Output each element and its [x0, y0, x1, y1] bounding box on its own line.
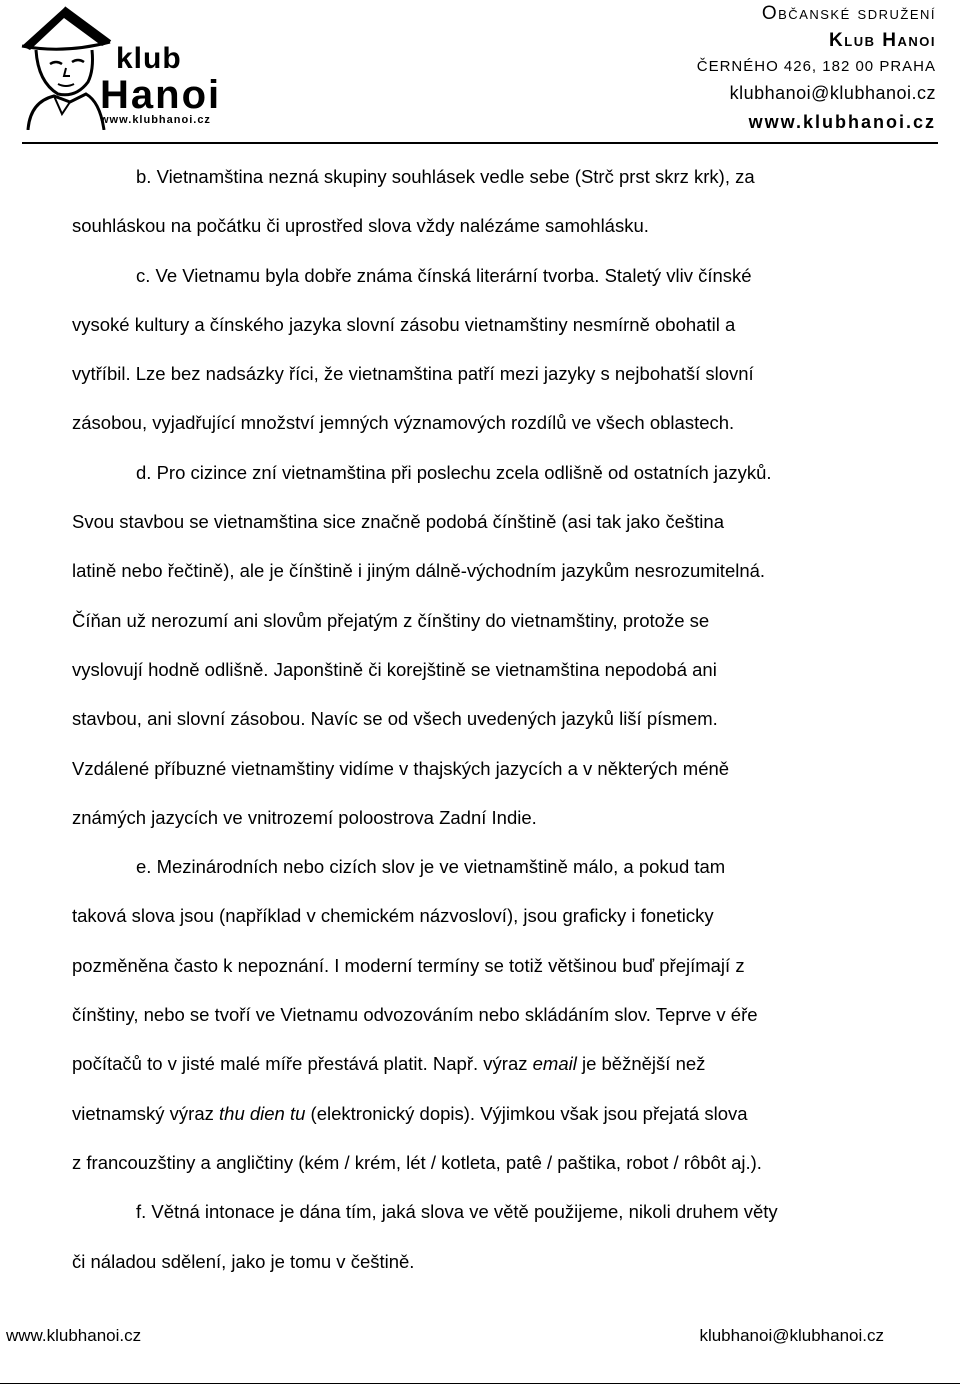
text-line: f. Větná intonace je dána tím, jaká slova ve větě použijeme, nikoli druhem věty: [136, 1201, 778, 1223]
text-line: e. Mezinárodních nebo cizích slov je ve vietnamštině málo, a pokud tam: [136, 856, 726, 878]
text-line: taková slova jsou (například v chemickém názvosloví), jsou graficky i foneticky: [72, 905, 714, 927]
club-name: Klub Hanoi: [829, 30, 936, 51]
text-line: [72, 1089, 892, 1138]
text-segment: počítačů to v jisté malé míře přestává platit. Např. výraz: [72, 1053, 533, 1075]
document-body: [72, 152, 892, 1286]
text-line: Číňan už nerozumí ani slovům přejatým z čínštiny do vietnamštiny, protože se: [72, 609, 710, 631]
logo-klub-text: klub: [116, 42, 182, 75]
header-website-link[interactable]: www.klubhanoi.cz: [748, 112, 936, 132]
text-line: [72, 1039, 892, 1088]
club-address: ČERNÉHO 426, 182 00 PRAHA: [696, 58, 936, 75]
logo-figure-icon: [14, 2, 114, 130]
footer-website-link[interactable]: www.klubhanoi.cz: [6, 1326, 142, 1345]
text-line: c. Ve Vietnamu byla dobře známa čínská literární tvorba. Staletý vliv čínské: [136, 264, 752, 286]
italic-term: email: [532, 1053, 577, 1075]
header-divider: [22, 142, 938, 144]
footer-email-link[interactable]: klubhanoi@klubhanoi.cz: [699, 1326, 884, 1345]
logo-hanoi-text: Hanoi: [100, 73, 222, 117]
text-line: latině nebo řečtině), ale je čínštině i jiným dálně-východním jazykům nesrozumitelná.: [72, 560, 766, 582]
text-line: d. Pro cizince zní vietnamština při poslechu zcela odlišně od ostatních jazyků.: [136, 461, 772, 483]
text-segment: (elektronický dopis). Výjimkou však jsou přejatá slova: [305, 1102, 748, 1124]
text-line: vysoké kultury a čínského jazyka slovní zásobu vietnamštiny nesmírně obohatil a: [72, 313, 736, 335]
text-line: stavbou, ani slovní zásobou. Navíc se od všech uvedených jazyků liší písmem.: [72, 708, 718, 730]
header-contact-block: [697, 2, 936, 136]
text-line: čínštiny, nebo se tvoří ve Vietnamu odvozováním nebo skládáním slov. Teprve v éře: [72, 1004, 758, 1026]
text-line: Svou stavbou se vietnamština sice značně podobá čínštině (asi tak jako čeština: [72, 511, 724, 533]
text-segment: vietnamský výraz: [72, 1102, 220, 1124]
logo-url-text: www.klubhanoi.cz: [100, 114, 211, 126]
text-line: známých jazycích ve vnitrozemí poloostrova Zadní Indie.: [72, 806, 537, 828]
text-line: b. Vietnamština nezná skupiny souhlásek vedle sebe (Strč prst skrz krk), za: [136, 166, 755, 187]
text-line: souhláskou na počátku či uprostřed slova vždy nalézáme samohlásku.: [72, 215, 649, 237]
text-line: z francouzštiny a angličtiny (kém / krém, lét / kotleta, patê / paštika, robot / rôbôt aj.).: [72, 1151, 762, 1173]
footer-divider: [0, 1383, 960, 1384]
text-line: či náladou sdělení, jako je tomu v češtině.: [72, 1250, 415, 1272]
club-logo: [14, 2, 224, 130]
organization-type: Občanské sdružení: [761, 3, 936, 24]
italic-term: thu dien tu: [219, 1102, 306, 1124]
text-line: vytříbil. Lze bez nadsázky říci, že vietnamština patří mezi jazyky s nejbohatší slovní: [72, 363, 754, 385]
text-line: vyslovují hodně odlišně. Japonštině či korejštině se vietnamština nepodobá ani: [72, 658, 717, 680]
text-line: Vzdálené příbuzné vietnamštiny vidíme v thajských jazycích a v některých méně: [72, 757, 730, 779]
text-line: pozměněna často k nepoznání. I moderní termíny se totiž většinou buď přejímají z: [72, 954, 745, 976]
text-segment: je běžnější než: [576, 1053, 706, 1075]
text-line: zásobou, vyjadřující množství jemných významových rozdílů ve všech oblastech.: [72, 412, 735, 434]
header-email-link[interactable]: klubhanoi@klubhanoi.cz: [729, 83, 936, 103]
